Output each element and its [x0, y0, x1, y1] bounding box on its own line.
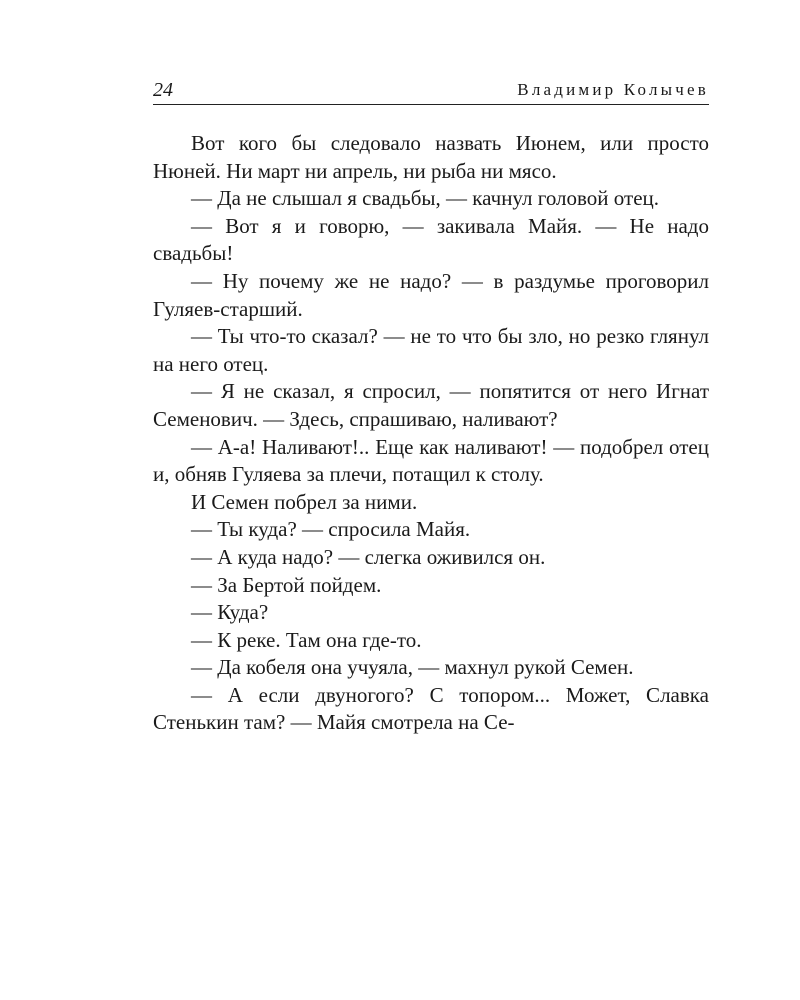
- paragraph: — Я не сказал, я спросил, — попятится от него Игнат Семенович. — Здесь, спрашиваю, наливают?: [153, 379, 709, 431]
- paragraph: — Ты куда? — спросила Майя.: [191, 517, 471, 542]
- paragraph: — А-а! Наливают!.. Еще как наливают! — подобрел отец и, обняв Гуляева за плечи, потащил к столу.: [153, 434, 709, 487]
- page-header: [153, 78, 709, 105]
- paragraph: — Вот я и говорю, — закивала Майя. — Не надо свадьбы!: [153, 213, 709, 266]
- paragraph: И Семен побрел за ними.: [191, 489, 418, 514]
- paragraph: Вот кого бы следовало назвать Июнем, или просто Нюней. Ни март ни апрель, ни рыба ни мясо.: [153, 131, 709, 183]
- paragraph: — К реке. Там она где-то.: [191, 627, 422, 652]
- paragraph: — А если двуногого? С топором... Может, Славка Стенькин там? — Майя смотрела на Се-: [153, 682, 709, 735]
- paragraph: — За Бертой пойдем.: [191, 572, 382, 597]
- paragraph: — Да кобеля она учуяла, — махнул рукой Семен.: [191, 655, 634, 680]
- paragraph: — Куда?: [191, 600, 269, 625]
- page-number: 24: [153, 79, 173, 101]
- paragraph: — Да не слышал я свадьбы, — качнул головой отец.: [191, 186, 659, 211]
- paragraph: — А куда надо? — слегка оживился он.: [191, 544, 546, 569]
- paragraph: — Ты что-то сказал? — не то что бы зло, но резко глянул на него отец.: [153, 324, 709, 376]
- paragraph: — Ну почему же не надо? — в раздумье проговорил Гуляев-старший.: [153, 268, 709, 321]
- running-title: Владимир Колычев: [517, 80, 709, 99]
- body-text: [153, 130, 709, 737]
